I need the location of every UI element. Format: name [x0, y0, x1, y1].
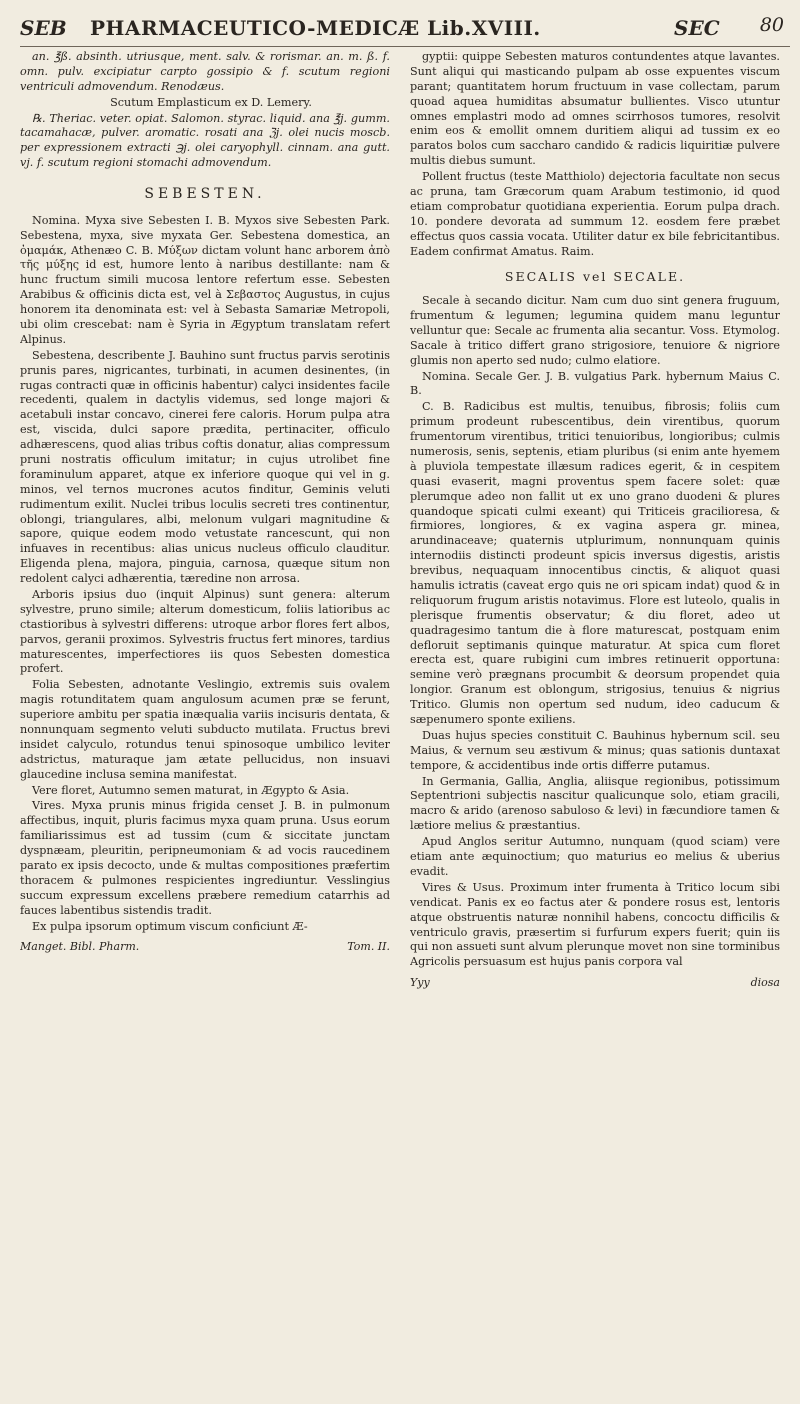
paragraph: Nomina. Myxa sive Sebesten I. B. Myxos sive Sebesten Park. Sebestena, myxa, sive myxata Ger. Sebestena domestica, an ὀμαμάκ, Athenæo C. B. Μύξων dictam volunt hanc arborem ἀπὸ τῆς μύξης id est, humore lento à naribus destillante: nam & hunc fructum simili mucosa lentore refertum esse. Sebesten Arabibus & officinis dicta est, vel à Σεβαστος Augustus, in cujus honorem ita denominata est: vel à Sebasta Samariæ Metropoli, ubi olim crescebat: nam è Syria in Ægyptum translatam refert Alpinus. — [20, 213, 390, 346]
footer-left: Manget. Bibl. Pharm. — [20, 940, 140, 954]
catchword: diosa — [750, 976, 780, 990]
header-section: SEC — [674, 16, 720, 40]
paragraph: ℞. Theriac. veter. opiat. Salomon. styrac. liquid. ana ℥j. gumm. tacamahacæ, pulver. aromatic. rosati ana ℨj. olei nucis moscb. per expressionem extracti ℈j. olei caryophyll. cinnam. ana gutt. vj. f. scutum regioni stomachi admovendum. — [20, 111, 390, 170]
paragraph: Pollent fructus (teste Matthiolo) dejectoria facultate non secus ac pruna, tam Græcorum quam Arabum testimonio, id quod etiam comprobatur quotidiana experientia. Eorum pulpa drach. 10. pondere devorata ad summum 12. eosdem fere præbet effectus quos cassia vocata. Utiliter datur ex bile febricitantibus. Eadem confirmat Amatus. Raim. — [410, 170, 780, 258]
header-title: PHARMACEUTICO-MEDICÆ Lib.XVIII. — [90, 16, 541, 40]
paragraph: gyptii: quippe Sebesten maturos contundentes atque lavantes. Sunt aliqui qui masticando pulpam ab osse expuentes viscum parant; quantitatem horum fructuum in vase collectam, parum quoad aquea humiditas absumatur bullientes. Visco utuntur omnes emplastri modo ad omnes scirrhosos tumores, resolvit enim eos & emollit omnem duritiem aliqui ad tussim ex eo paratos bolos cum saccharo candido & radicis liquiritiæ pulvere multis diebus sumunt. — [410, 50, 780, 168]
page-number: 80 — [759, 14, 784, 36]
paragraph: In Germania, Gallia, Anglia, aliisque regionibus, potissimum Septentrioni subjectis nascitur qualicunque solo, etiam gracili, macro & arido (arenoso sabuloso & levi) in fæcundiore tamen & lætiore melius & præstantius. — [410, 774, 780, 833]
paragraph: Nomina. Secale Ger. J. B. vulgatius Park. hybernum Maius C. B. — [410, 369, 780, 398]
right-column — [410, 50, 780, 1395]
left-column — [20, 50, 390, 1395]
paragraph: Folia Sebesten, adnotante Veslingio, extremis suis ovalem magis rotunditatem quam angulosum acumen præ se ferunt, superiore ambitu per spatia inæqualia variis incisuris dentata, & nonnunquam segmento veluti subducto mutilata. Fructus brevi insidet calyculo, rotundus tenui spinosoque umbilico leviter adstrictus, maturaque jam ætate pellucidus, non insuavi glaucedine inclusa semina manifestat. — [20, 678, 390, 781]
paragraph: an. ℥ß. absinth. utriusque, ment. salv. & rorismar. an. m. ß. f. omn. pulv. excipiatur carpto gossipio & f. scutum regioni ventriculi admovendum. Renodæus. — [20, 50, 390, 93]
paragraph: Sebestena, describente J. Bauhino sunt fructus parvis serotinis prunis pares, nigricantes, turbinati, in acumen desinentes, (in rugas contracti quæ in officinis habentur) calyci insidentes facile recedenti, qualem in dactylis videmus, sed longe majori & acetabuli instar concavo, cinerei fere caloris. Horum pulpa atra est, viscida, dulci sapore prædita, pertinaciter, officulo adhærescens, quod alias tribus coftis donatur, alias compressum pruni nostratis officulum imitatur; in cujus utrolibet fine foraminulum apparet, atque ex inferiore quoque qui vel in g. minos, vel ternos mucrones acutos finditur, Geminis veluti rudimentum exilit. Nuclei tribus loculis secreti tres continentur, oblongi, triangulares, albi, melonum vulgari magnitudine & sapore, quique eodem modo vetustate rancescunt, qui non infuaves in recentibus: alias unicus nucleus officulo clauditur. Eligenda plena, majora, pinguia, carnosa, quæque situm non redolent calyci adhærentia, tæredine non arrosa. — [20, 348, 390, 586]
paragraph: Secale à secando dicitur. Nam cum duo sint genera fruguum, frumentum & legumen; legumina quidem manu leguntur velluntur que: Secale ac frumenta alia secantur. Voss. Etymolog. Sacale à tritico differt grano strigosiore, tenuiore & nigriore glumis non aperto sed nudo; culmo elatiore. — [410, 294, 780, 367]
catchword-line — [410, 976, 780, 991]
section-heading: SEBESTEN. — [144, 186, 266, 203]
paragraph: Arboris ipsius duo (inquit Alpinus) sunt genera: alterum sylvestre, pruno simile; alterum domesticum, foliis latioribus ac ctastioribus à sylvestri differens: utroque arbor flores fert albos, parvos, geranii proximos. Sylvestris fructus fert minores, tardius maturescentes, imperfectiores iis quos Sebesten domestica profert. — [20, 588, 390, 676]
paragraph: C. B. Radicibus est multis, tenuibus, fibrosis; foliis cum primum prodeunt rubescentibus, dein virentibus, quorum frumentorum virentibus, tritici tenuioribus, longioribus; culmis numerosis, senis, septenis, etiam pluribus (si enim ante hyemem à pluviola tempestate illæsum radices egerit, & in cespitem quasi evaserit, magni proventus spem facere solet: quæ plerumque adeo non fallit ut ex uno grano duodeni & plures quandoque spicati culmi exeant) qui Triticeis gracilioresa, & firmiores, longiores, & ex vagina aspera gr. minea, arundinaceave; quaternis utplurimum, nonnunquam quinis internodiis distincti prodeunt spicis inversus digestis, aristis brevibus, nequaquam innocentibus cinctis, & aliquot quasi hamulis ictratis (caveat ergo quis ne ori spicam indat) quod & in reliquorum frugum aristis notavimus. Flore est luteolo, qualis in plerisque frumentis observatur; & diu floret, adeo ut quadragesimo tantum die à flore maturescat, postquam enim defloruit septimanis quinque maturatur. At spica cum floret erecta est, quare rubigini cum imbres retinuerit opportuna: semine verò prægnans procumbit & deorsum propendet quia longior. Granum est oblongum, strigosius, tenuius & nigrius Tritico. Glumis non opertum sed nudum, ideo caducum & sæpenumero sponte exiliens. — [410, 400, 780, 727]
paragraph: Ex pulpa ipsorum optimum viscum conficiunt Æ- — [32, 919, 308, 933]
paragraph: Vires. Myxa prunis minus frigida censet J. B. in pulmonum affectibus, inquit, pluris facimus myxa quam pruna. Usus eorum familiarissimus est ad tussim (cum & siccitate junctam dyspnæam, pleuritin, peripneumoniam & ad vocis raucedinem parato ex ipsis decocto, unde & multas compositiones præfertim thoracem & pulmones respicientes ingrediuntur. Vesslingius succum expressum excellens præbere remedium catarrhis ad fauces labentibus sistendis tradit. — [20, 799, 390, 917]
section-heading: SECALIS vel SECALE. — [504, 269, 686, 285]
paragraph: Vires & Usus. Proximum inter frumenta à Tritico locum sibi vendicat. Panis ex eo factus ater & pondere rosus est, lentoris atque obstruentis naturæ nonnihil habens, concoctu difficilis & ventriculo gravis, præsertim si furfurum expers fuerit; quin iis qui non assueti sunt alvum plerunque movet non sine torminibus Agricolis persuasum est hujus panis corpora val — [410, 880, 780, 969]
header-left: SEB — [20, 16, 67, 40]
running-header — [20, 14, 790, 47]
signature-mark: Yyy — [410, 976, 430, 990]
footer — [20, 940, 390, 955]
paragraph: Apud Anglos seritur Autumno, nunquam (quod sciam) vere etiam ante æquinoctium; quo maturius eo melius & uberius evadit. — [410, 835, 780, 878]
subheading: Scutum Emplasticum ex D. Lemery. — [110, 95, 312, 109]
paragraph: Vere floret, Autumno semen maturat, in Ægypto & Asia. — [32, 783, 350, 797]
footer-right: Tom. II. — [347, 940, 390, 954]
paragraph: Duas hujus species constituit C. Bauhinus hybernum scil. seu Maius, & vernum seu æstivum & minus; quas sationis duntaxat tempore, & accidentibus inde ortis differre putamus. — [410, 728, 780, 772]
